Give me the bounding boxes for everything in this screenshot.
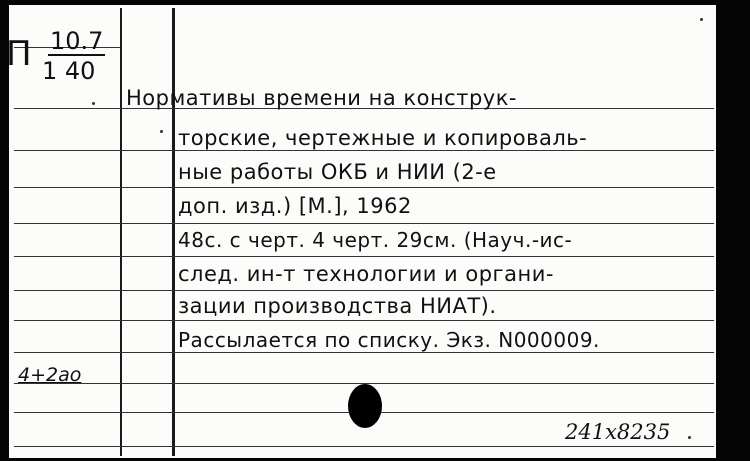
ruled-line xyxy=(14,446,714,447)
card-text-line-4: доп. изд.) [М.], 1962 xyxy=(178,194,412,218)
card-text-line-5: 48с. с черт. 4 черт. 29см. (Науч.-ис- xyxy=(178,228,573,252)
card-text-line-8: Рассылается по списку. Экз. N000009. xyxy=(178,328,600,352)
scan-border-right xyxy=(716,0,750,461)
card-text-line-2: торские, чертежные и копироваль- xyxy=(178,126,588,150)
ruled-line xyxy=(14,290,714,291)
call-number-top: 10.7 xyxy=(50,27,104,55)
margin-mark: 4+2ao xyxy=(18,364,82,386)
ruled-line xyxy=(14,256,714,257)
card-text-line-6: след. ин-т технологии и органи- xyxy=(178,262,554,286)
ruled-line xyxy=(14,320,714,321)
margin-line-left xyxy=(120,8,122,456)
margin-line-right xyxy=(172,8,175,456)
card-text-line-7: зации производства НИАТ). xyxy=(178,294,497,318)
footer-number: 241х8235 xyxy=(565,420,671,444)
call-letter: П xyxy=(6,34,31,74)
ruled-line xyxy=(14,223,714,224)
scan-speck xyxy=(160,130,163,133)
ruled-line xyxy=(14,187,714,188)
card-text-line-1: Нормативы времени на конструк- xyxy=(126,86,517,110)
ruled-line xyxy=(14,352,714,353)
punch-hole xyxy=(348,384,382,428)
ruled-line xyxy=(14,150,714,151)
scan-border-top xyxy=(0,0,750,5)
scan-speck xyxy=(700,18,703,21)
scan-speck xyxy=(688,436,691,439)
scan-speck xyxy=(92,102,95,105)
call-number-bottom: 1 40 xyxy=(42,57,96,85)
card-text-line-3: ные работы ОКБ и НИИ (2-е xyxy=(178,160,497,184)
